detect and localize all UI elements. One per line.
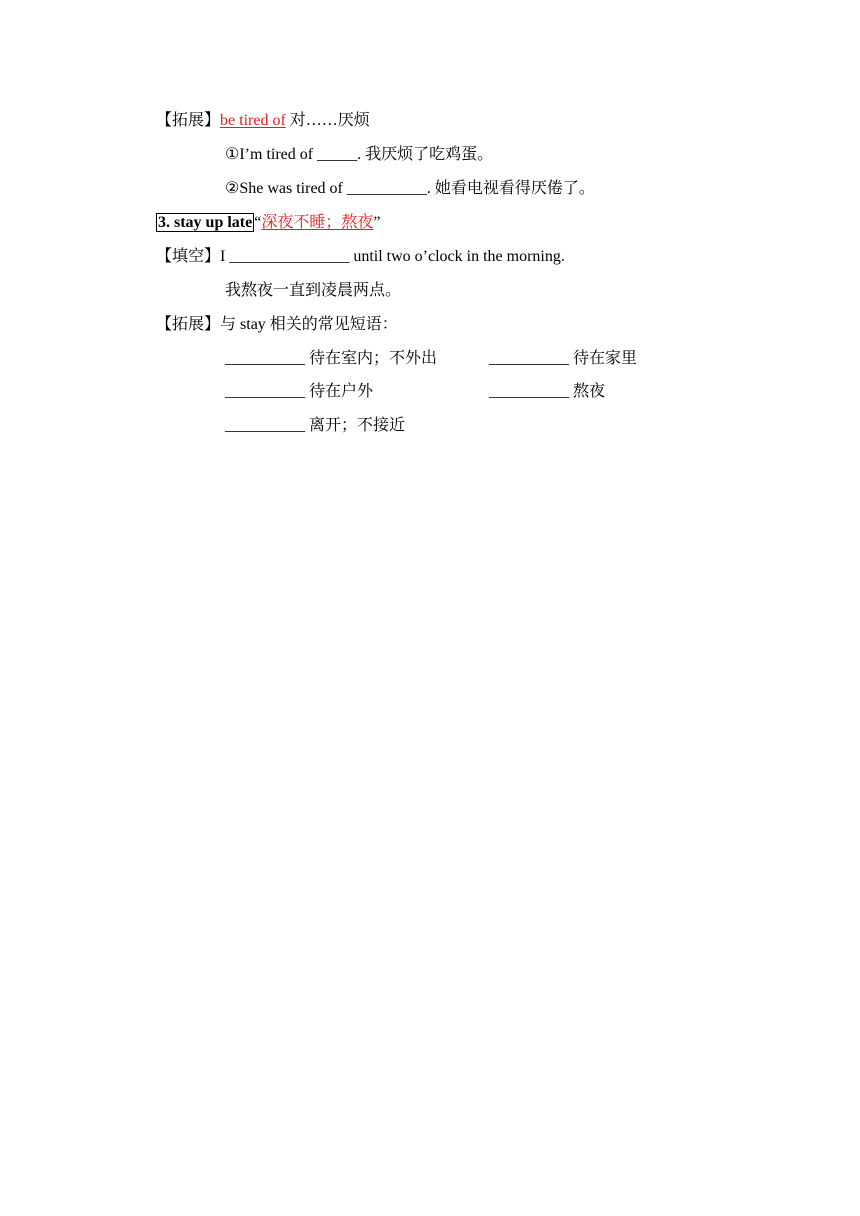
example-sentence-2: ②She was tired of __________. 她看电视看得厌倦了。	[225, 180, 595, 197]
extension-line-2	[156, 315, 398, 335]
fill-tag: 【填空】	[156, 248, 221, 265]
phrase-be-tired-of: be tired of	[220, 112, 286, 129]
item-3-heading: 3. stay up late	[158, 214, 253, 231]
phrase-meaning: 对……厌烦	[285, 112, 370, 129]
fill-sentence: I _______________ until two o’clock in the morning.	[220, 248, 565, 265]
quote-close: ”	[373, 214, 381, 231]
item-3-meaning: 深夜不睡；熬夜	[261, 214, 374, 231]
phrase-row-2-left: __________ 待在户外	[225, 383, 374, 400]
phrase-row-2-right: __________ 熬夜	[489, 383, 606, 400]
extension-tag: 【拓展】	[156, 316, 221, 333]
fill-blank-line	[156, 247, 565, 267]
phrase-row-1-right: __________ 待在家里	[489, 350, 638, 367]
extension-line-1	[156, 111, 370, 131]
extension-intro: 与 stay 相关的常见短语：	[220, 316, 398, 333]
item-3-heading-line	[156, 213, 380, 233]
phrase-row-3-left: __________ 离开；不接近	[225, 417, 406, 434]
fill-translation: 我熬夜一直到凌晨两点。	[225, 282, 402, 299]
example-sentence-1: ①I’m tired of _____. 我厌烦了吃鸡蛋。	[225, 146, 494, 163]
extension-tag: 【拓展】	[156, 112, 221, 129]
phrase-row-1-left: __________ 待在室内；不外出	[225, 350, 438, 367]
quote-open: “	[254, 214, 262, 231]
